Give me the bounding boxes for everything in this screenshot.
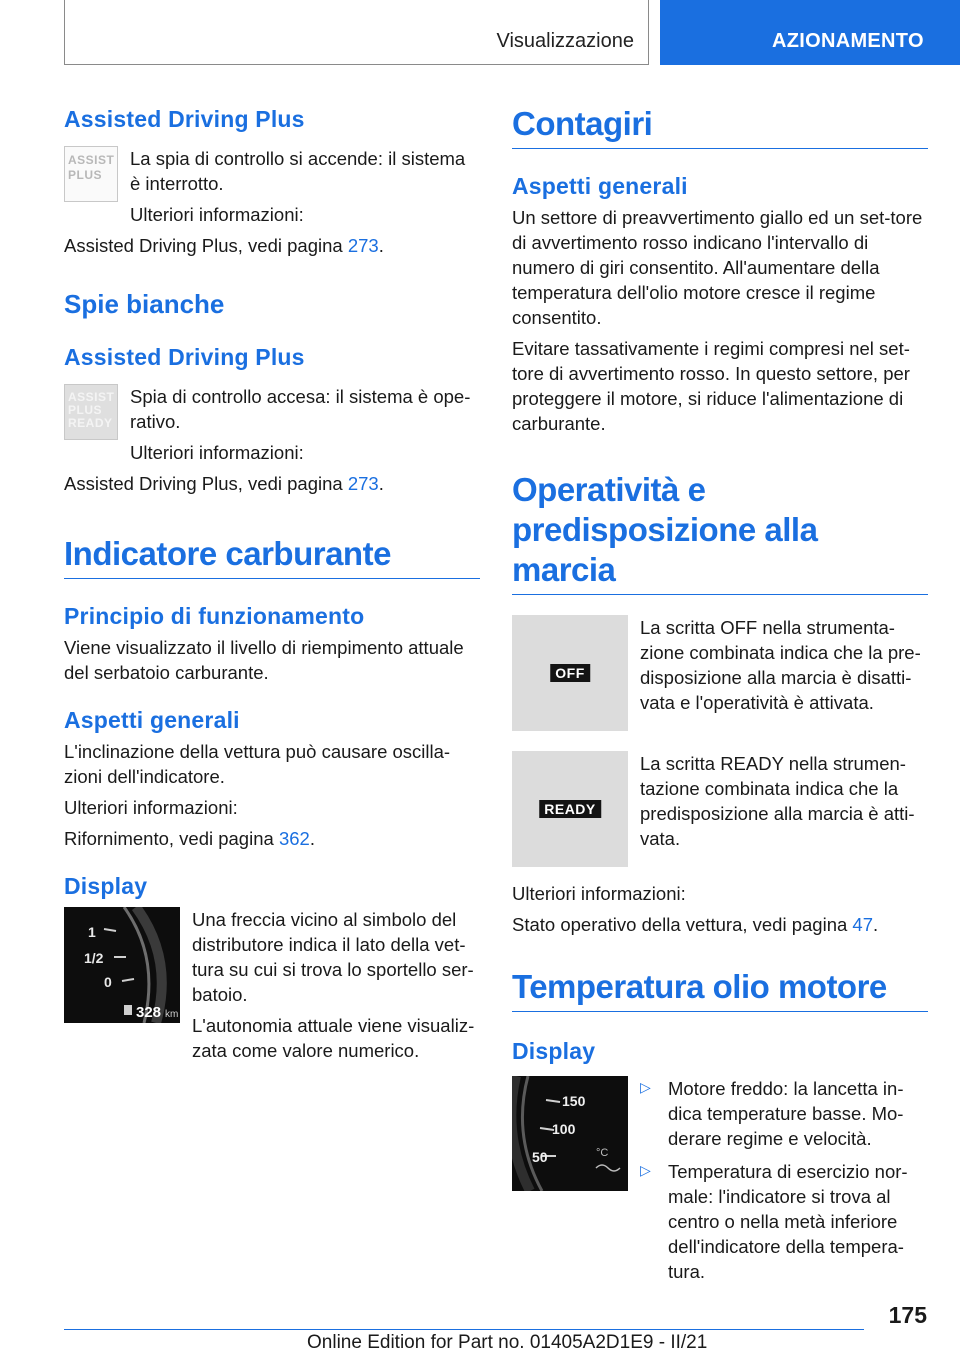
header-chapter-tab [660,0,960,65]
fuel-range-unit: km [165,1009,179,1020]
header-section-title: Visualizzazione [496,30,634,52]
ready-indicator-label: READY [539,800,601,818]
oil-gauge-label-150: 150 [562,1093,586,1109]
assisted-driving-interrupted-text: La spia di controllo si accende: il sistema è interrotto. Ulteriori informazioni: [130,148,466,225]
fuel-display-text: Una freccia vicino al simbolo del distributore indica il lato della vet-tura su cui si trova lo sportello ser-batoio. L'autonomia attuale viene visualiz-zata come valore numerico. [192,909,475,1061]
subsection-title-principle: Principio di funzionamento [64,603,365,629]
fuel-gauge-image [64,907,180,1023]
oil-temperature-gauge-image [512,1076,628,1191]
left-column [64,100,480,1063]
section-title-tachometer: Contagiri [512,104,928,149]
off-indicator-text: La scritta OFF nella strumenta-zione combinata indica che la pre-disposizione alla marcia è disatti-vata e l'operatività è attivata. [640,617,921,713]
tacho-paragraph-2: Evitare tassativamente i regimi compresi nel set-tore di avvertimento rosso. In questo settore, per proteggere il motore, si riduce l'alimentazione di carburante. [512,338,910,434]
fuel-display-row [64,907,480,1063]
reference-line: Stato operativo della vettura, vedi pagina 47. [512,914,879,935]
header-section-box [64,0,649,65]
fuel-range-value: 328 [136,1004,162,1021]
assisted-driving-interrupted-row [64,146,480,227]
right-column [512,100,928,1284]
ready-indicator-text: La scritta READY nella strumen-tazione combinata indica che la predisposizione alla marcia è atti-vata. [640,753,915,849]
off-indicator-image [512,615,628,731]
assisted-driving-active-row [64,384,480,465]
subsection-title-general: Aspetti generali [64,707,240,733]
section-title-assisted-driving-1: Assisted Driving Plus [64,106,305,132]
section-title-readiness-line1: Operatività e [512,471,706,508]
subsection-title-display: Display [64,873,148,899]
section-title-fuel-gauge: Indicatore carburante [64,534,480,579]
assist-plus-icon: ASSIST PLUS [64,146,118,202]
section-title-white-lights: Spie bianche [64,289,225,319]
off-indicator-label: OFF [550,664,590,682]
edition-text: Online Edition for Part no. 01405A2D1E9 - II/21 [307,1332,708,1353]
page-link-273[interactable]: 273 [347,473,379,494]
tacho-paragraph-1: Un settore di preavvertimento giallo ed un set-tore di avvertimento rosso indicano l'intervallo di numero di giri consentito. All'aumentare della temperatura dell'olio motore cresce il regime consentito. [512,207,923,328]
fuel-general-text: L'inclinazione della vettura può causare oscilla-zioni dell'indicatore. [64,741,451,787]
bullet-triangle-icon: ▷ [640,1162,651,1178]
off-indicator-row [512,615,928,731]
reference-line: Rifornimento, vedi pagina 362. [64,828,315,849]
page-link-47[interactable]: 47 [852,914,873,935]
oil-gauge-label-100: 100 [552,1121,576,1137]
assisted-driving-active-text: Spia di controllo accesa: il sistema è ope-rativo. Ulteriori informazioni: [130,386,471,463]
fuel-more-info: Ulteriori informazioni: [64,797,238,818]
reference-line: Assisted Driving Plus, vedi pagina 273. [64,473,384,494]
oil-temperature-bullets [640,1076,928,1284]
page-link-273[interactable]: 273 [347,235,379,256]
ready-more-info: Ulteriori informazioni: [512,883,686,904]
fuel-principle-text: Viene visualizzato il livello di riempimento attuale del serbatoio carburante. [64,637,464,683]
assist-plus-ready-icon: ASSIST PLUS READY [64,384,118,440]
header-chapter-title: AZIONAMENTO [772,30,924,52]
oil-gauge-unit: °C [596,1147,609,1159]
ready-indicator-row [512,751,928,867]
section-title-readiness-line2: predisposizione alla marcia [512,510,928,595]
subsection-title-display: Display [512,1038,596,1064]
list-item: ▷ Temperatura di esercizio nor-male: l'indicatore si trova al centro o nella metà inferiore dell'indicatore della tempera-tura. [640,1161,908,1282]
oil-gauge-label-50: 50 [532,1149,548,1165]
reference-line: Assisted Driving Plus, vedi pagina 273. [64,235,384,256]
subsection-title-general: Aspetti generali [512,173,688,199]
section-title-oil-temperature: Temperatura olio motore [512,967,928,1012]
bullet-triangle-icon: ▷ [640,1079,651,1095]
page-link-362[interactable]: 362 [278,828,310,849]
page-number: 175 [888,1302,927,1328]
fuel-gauge-label-half: 1/2 [84,950,104,966]
fuel-gauge-label-full: 1 [88,924,96,940]
ready-indicator-image [512,751,628,867]
list-item: ▷ Motore freddo: la lancetta in-dica temperature basse. Mo-derare regime e velocità. [640,1078,904,1149]
section-title-assisted-driving-2: Assisted Driving Plus [64,344,305,370]
oil-display-row [512,1076,928,1284]
footer-divider [64,1329,864,1330]
fuel-gauge-label-empty: 0 [104,974,112,990]
